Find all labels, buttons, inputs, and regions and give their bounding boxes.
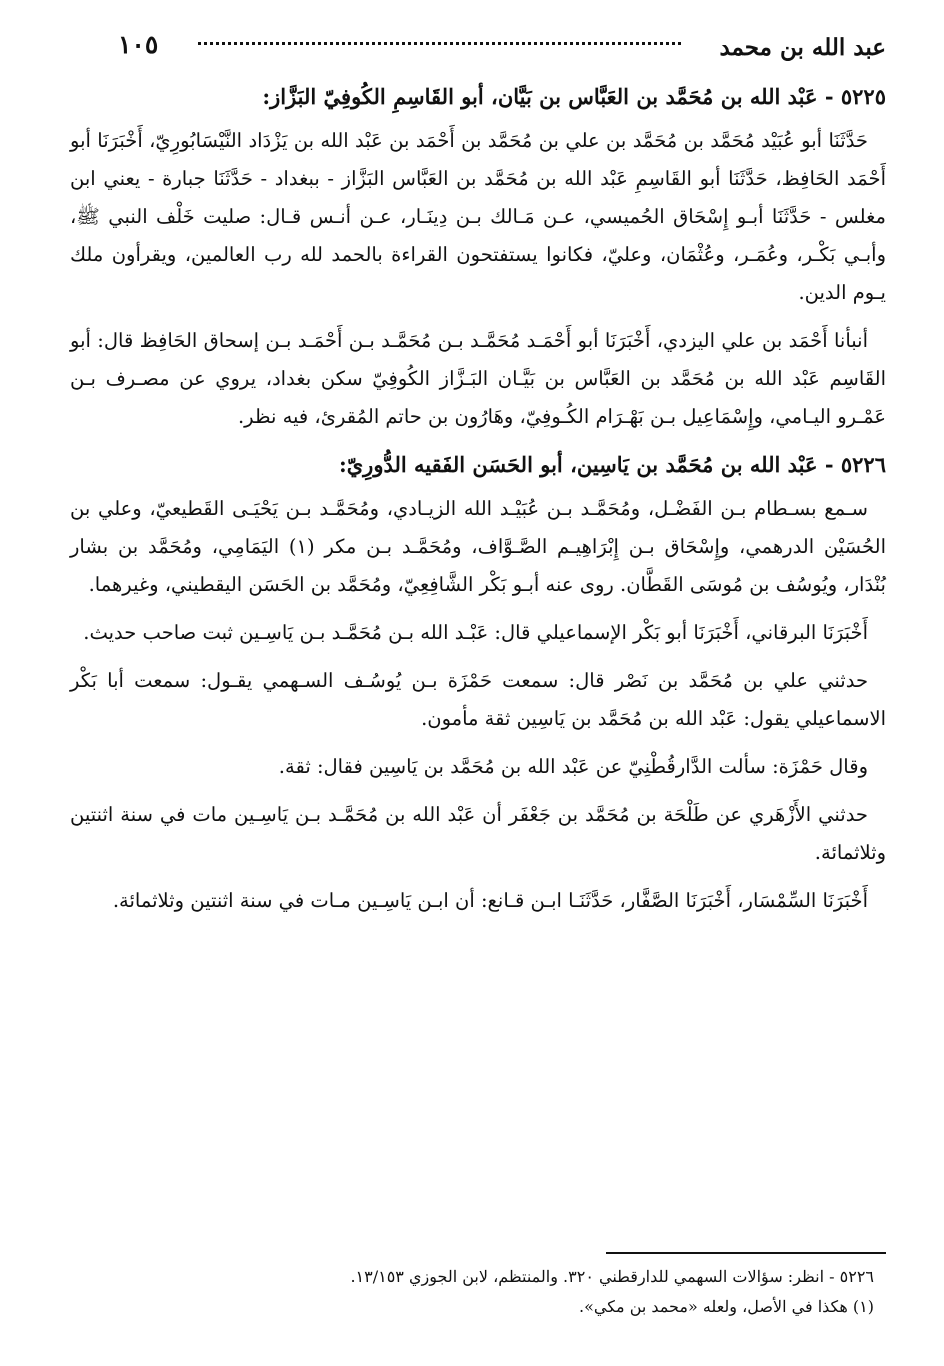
- page-header: [118, 28, 886, 68]
- entry-heading: ٥٢٢٥ - عَبْد الله بن مُحَمَّد بن العَبَّاس بن بَيَّان، أبو القَاسِمِ الكُوفِيّ البَزَّاز:: [262, 84, 886, 109]
- entry-paragraph: حدثني الأَزْهَري عن طَلْحَة بن مُحَمَّد بن جَعْفَر أن عَبْد الله بن مُحَمَّـد بـن يَاسِـين مات في سنة اثنتين وثلاثمائة.: [70, 803, 886, 864]
- entry-paragraph: أنبأنا أَحْمَد بن علي اليزدي، أَخْبَرَنَا أبو أَحْمَـد مُحَمَّـد بـن مُحَمَّـد بـن أَحْمَـد بـن إسحاق الحَافِظ قال: أبو القَاسِم عَبْد الله بن مُحَمَّد بن العَبَّاس بن بَيَّـان البَـزَّاز الكُوفِيّ سكن بغداد، يروي عن مصـرف بـن عَمْـرو اليـامي، وإِسْمَاعِيل بـن بَهْـرَام الكُـوفِيّ، وهَارُون بن حاتم المُقرئ، فيه نظر.: [70, 329, 886, 428]
- footnote-item: ٥٢٢٦ - انظر: سؤالات السهمي للدارقطني ٣٢٠. والمنتظم، لابن الجوزي ١٣/١٥٣.: [350, 1267, 874, 1286]
- page-body: [70, 70, 886, 930]
- footnotes: [70, 1262, 874, 1322]
- entry-paragraph: أَخْبَرَنَا البرقاني، أَخْبَرَنَا أبو بَكْر الإسماعيلي قال: عَبْـد الله بـن مُحَمَّـد بـن يَاسِـين ثبت صاحب حديث.: [83, 621, 868, 644]
- footnote-divider: [606, 1252, 886, 1254]
- entry-paragraph: أَخْبَرَنَا السِّمْسَار، أَخْبَرَنَا الصَّفَّار، حَدَّثَنَـا ابـن قـانع: أن ابـن يَاسِـين مـات في سنة اثنتين وثلاثمائة.: [112, 889, 868, 912]
- entry-paragraph: حَدَّثَنَا أبو عُبَيْد مُحَمَّد بن مُحَمَّد بن علي بن مُحَمَّد بن أَحْمَد بن عَبْد الله بن يَزْدَاد النَّيْسَابُورِيّ، أَخْبَرَنَا أبو أَحْمَد الحَافِظ، حَدَّثَنَا أبو القَاسِمِ عَبْد الله بن مُحَمَّد بن العَبَّاس البَزَّاز - ببغداد - حَدَّثَنَا جبارة - يعني ابن مغلس - حَدَّثَنَا أبـو إِسْحَاق الحُميسي، عـن مَـالك بـن دِينَـار، عـن أنـس قـال: صليت خَلْف النبي ﷺ، وأبـي بَكْـر، وعُمَـر، وعُثْمَان، وعليّ، فكانوا يستفتحون القراءة بالحمد لله رب العالمين، ويقرأون ملك يـوم الدين.: [70, 129, 886, 304]
- entry-paragraph: وقال حَمْزَة: سألت الدَّارقُطْنِيّ عن عَبْد الله بن مُحَمَّد بن يَاسِين فقال: ثقة.: [278, 755, 868, 778]
- entry-5226: [70, 446, 886, 920]
- header-leader-dots: [198, 42, 681, 45]
- entry-paragraph: سـمع بسـطام بـن الفَضْـل، ومُحَمَّـد بـن عُبَيْـد الله الزيـادي، ومُحَمَّـد بـن يَحْيَـى القَطيعيّ، وعلي بن الحُسَيْن الدرهمي، وإِسْحَاق بـن إِبْرَاهِيـم الصَّـوَّاف، ومُحَمَّـد بـن مكر (١) اليَمَامِي، ومُحَمَّد بن بشار بُنْدَار، ويُوسُف بن مُوسَى القَطَّان. روى عنه أبـو بَكْر الشَّافِعِيّ، ومُحَمَّد بن الحَسَن اليقطيني، وغيرهما.: [70, 497, 886, 596]
- entry-5225: [70, 78, 886, 436]
- running-title: عبد الله بن محمد: [719, 34, 886, 61]
- page-number: ١٠٥: [118, 30, 159, 59]
- entry-paragraph: حدثني علي بن مُحَمَّد بن نَصْر قال: سمعت حَمْزَة بـن يُوسُـف السـهمي يقـول: سمعت أبا بَكْر الاسماعيلي يقول: عَبْد الله بن مُحَمَّد بن يَاسِين ثقة مأمون.: [70, 669, 886, 730]
- entry-heading: ٥٢٢٦ - عَبْد الله بن مُحَمَّد بن يَاسِين، أبو الحَسَن الفَقيه الدُّورِيّ:: [338, 452, 886, 477]
- footnote-item: (١) هكذا في الأصل، ولعله «محمد بن مكي».: [578, 1297, 874, 1316]
